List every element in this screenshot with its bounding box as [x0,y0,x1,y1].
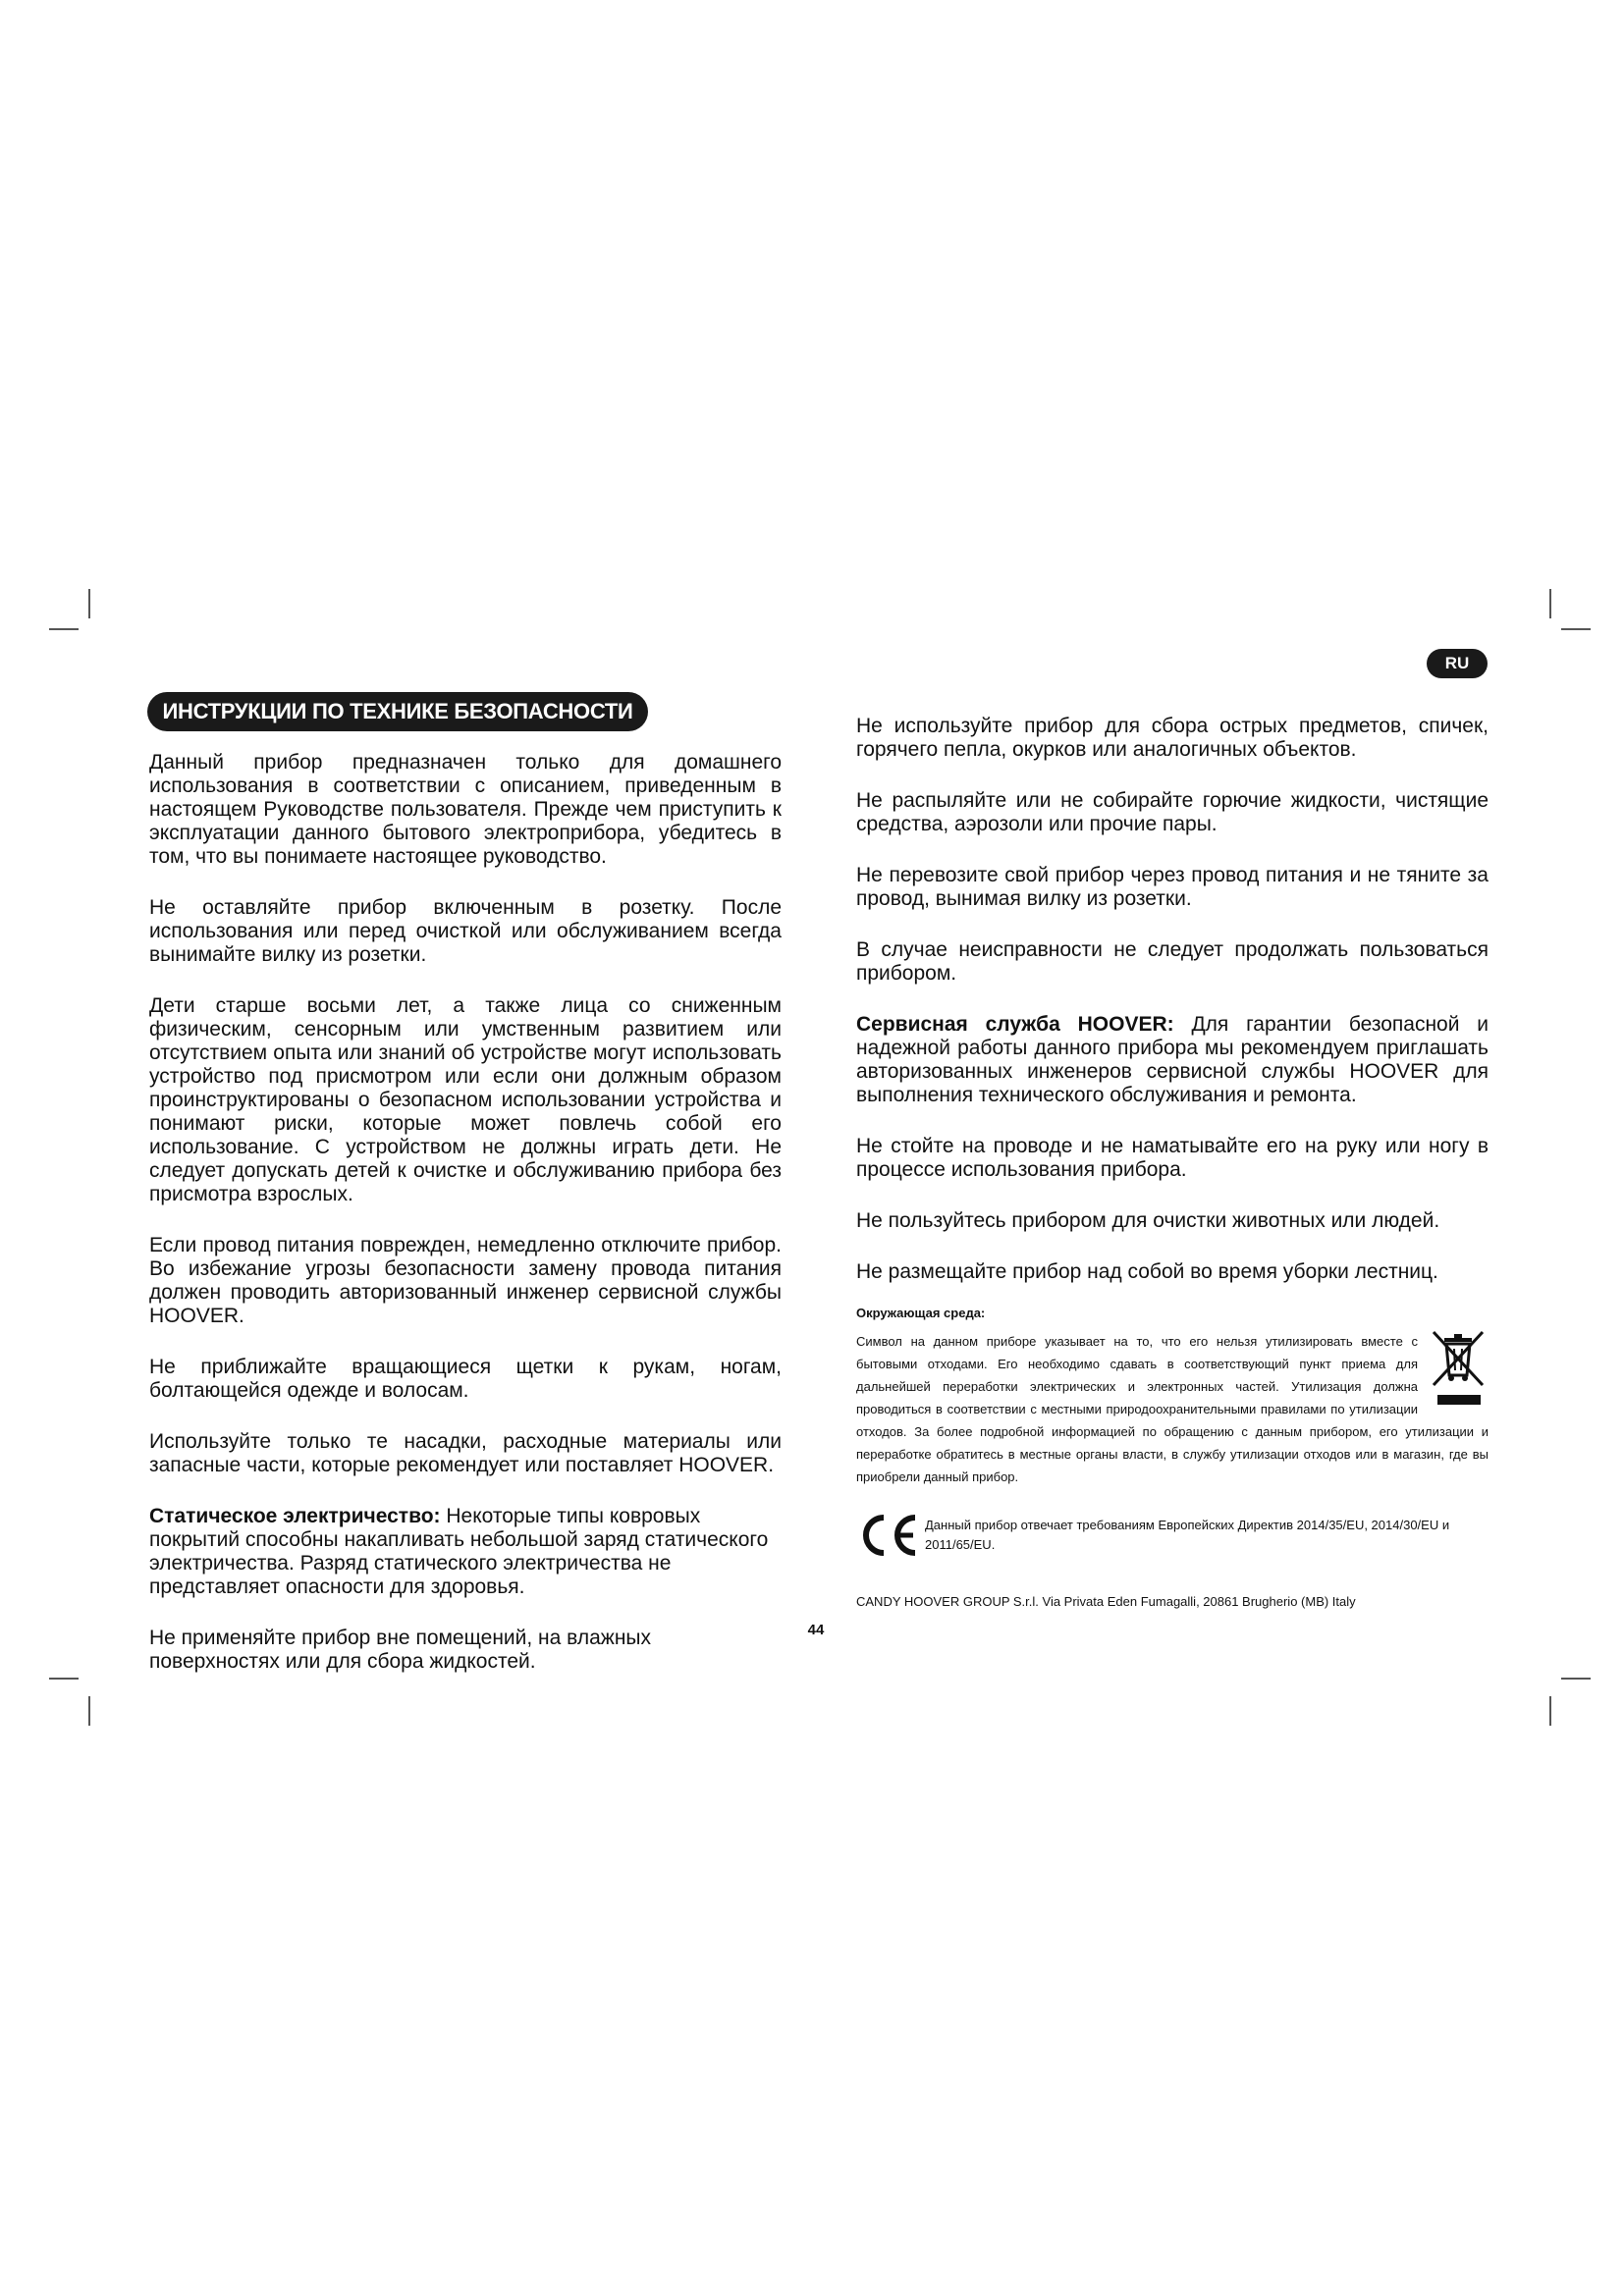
paragraph-service [856,1013,1489,1107]
paragraph-sharp-objects: Не используйте прибор для сбора острых предметов, спичек, горячего пепла, окурков или аналогичных объектов. [856,715,1489,761]
paragraph-animals: Не пользуйтесь прибором для очистки животных или людей. [856,1209,1440,1232]
paragraph-static [149,1505,782,1599]
paragraph-intended-use: Данный прибор предназначен только для домашнего использования в соответствии с описанием, приведенным в настоящем Руководстве пользователя. Прежде чем приступить к эксплуатации данного бытового электроприбора, убедитесь в том, что вы понимаете настоящее руководство. [149,751,782,868]
crop-mark-bottom-right-h [1561,1678,1591,1680]
weee-bin-icon [1428,1330,1489,1409]
crop-mark-top-right-v [1549,589,1551,618]
environment-section [856,1306,1489,1488]
paragraph-children: Дети старше восьми лет, а также лица со сниженным физическим, сенсорным или умственным развитием или отсутствием опыта или знаний об устройстве могут использовать устройство под присмотром или если они должным образом проинструктированы о безопасном использовании устройства и понимают риски, которые может повлечь собой его использование. С устройством не должны играть дети. Не следует допускать детей к очистке и обслуживанию прибора без присмотра взрослых. [149,994,782,1205]
crop-mark-top-left-h [49,628,79,630]
crop-mark-bottom-right-v [1549,1696,1551,1726]
static-heading: Статическое электричество: [149,1505,441,1527]
paragraph-accessories: Используйте только те насадки, расходные материалы или запасные части, которые рекомендует или поставляет HOOVER. [149,1430,782,1476]
language-badge: RU [1427,649,1488,678]
paragraph-cord-carry: Не перевозите свой прибор через провод питания и не тяните за провод, вынимая вилку из розетки. [856,864,1489,910]
page-number: 44 [807,1622,825,1638]
ce-section [856,1512,1489,1559]
crop-mark-bottom-left-v [88,1696,90,1726]
paragraph-brushes: Не приближайте вращающиеся щетки к рукам, ногам, болтающейся одежде и волосам. [149,1356,782,1402]
paragraph-flammable: Не распыляйте или не собирайте горючие жидкости, чистящие средства, аэрозоли или прочие пары. [856,789,1489,835]
section-title: ИНСТРУКЦИИ ПО ТЕХНИКЕ БЕЗОПАСНОСТИ [147,692,648,731]
right-column [856,715,1489,1612]
paragraph-unplug: Не оставляйте прибор включенным в розетку. После использования или перед очисткой или обслуживанием всегда вынимайте вилку из розетки. [149,896,782,966]
paragraph-stand-on-cord: Не стойте на проводе и не наматывайте его на руку или ногу в процессе использования прибора. [856,1135,1489,1181]
paragraph-stairs: Не размещайте прибор над собой во время уборки лестниц. [856,1260,1438,1283]
crop-mark-bottom-left-h [49,1678,79,1680]
ce-mark-icon [856,1512,919,1559]
service-text: Для гарантии безопасной и надежной работы данного прибора мы рекомендуем приглашать авторизованных инженеров сервисной службы HOOVER для выполнения технического обслуживания и ремонта. [856,1013,1489,1106]
service-heading: Сервисная служба HOOVER: [856,1013,1174,1036]
crop-mark-top-left-v [88,589,90,618]
paragraph-malfunction: В случае неисправности не следует продолжать пользоваться прибором. [856,938,1489,985]
crop-mark-top-right-h [1561,628,1591,630]
environment-text: Символ на данном приборе указывает на то, что его нельзя утилизировать вместе с бытовыми отходами. Его необходимо сдавать в соответствующий пункт приема для дальнейшей переработки электрических и электронных частей. Утилизация должна проводиться в соответствии с местными природоохранительными правилами по утилизации отходов. За более подробной информацией по обращению с данным прибором, его утилизации и переработке обратитесь в местные органы власти, в службу утилизации отходов или в магазин, где вы приобрели данный прибор. [856,1334,1489,1484]
environment-title: Окружающая среда: [856,1306,986,1320]
paragraph-outdoors: Не применяйте прибор вне помещений, на влажных поверхностях или для сбора жидкостей. [149,1627,652,1673]
left-column [149,751,782,1701]
paragraph-power-cord: Если провод питания поврежден, немедленно отключите прибор. Во избежание угрозы безопасности замену провода питания должен проводить авторизованный инженер сервисной службы HOOVER. [149,1234,782,1327]
ce-text: Данный прибор отвечает требованиям Европейских Директив 2014/35/EU, 2014/30/EU и 2011/65/EU. [925,1518,1450,1552]
static-text: Некоторые типы ковровых покрытий способны накапливать небольшой заряд статического электричества. Разряд статического электричества не представляет опасности для здоровья. [149,1505,769,1598]
company-address: CANDY HOOVER GROUP S.r.l. Via Privata Eden Fumagalli, 20861 Brugherio (MB) Italy [856,1594,1356,1609]
